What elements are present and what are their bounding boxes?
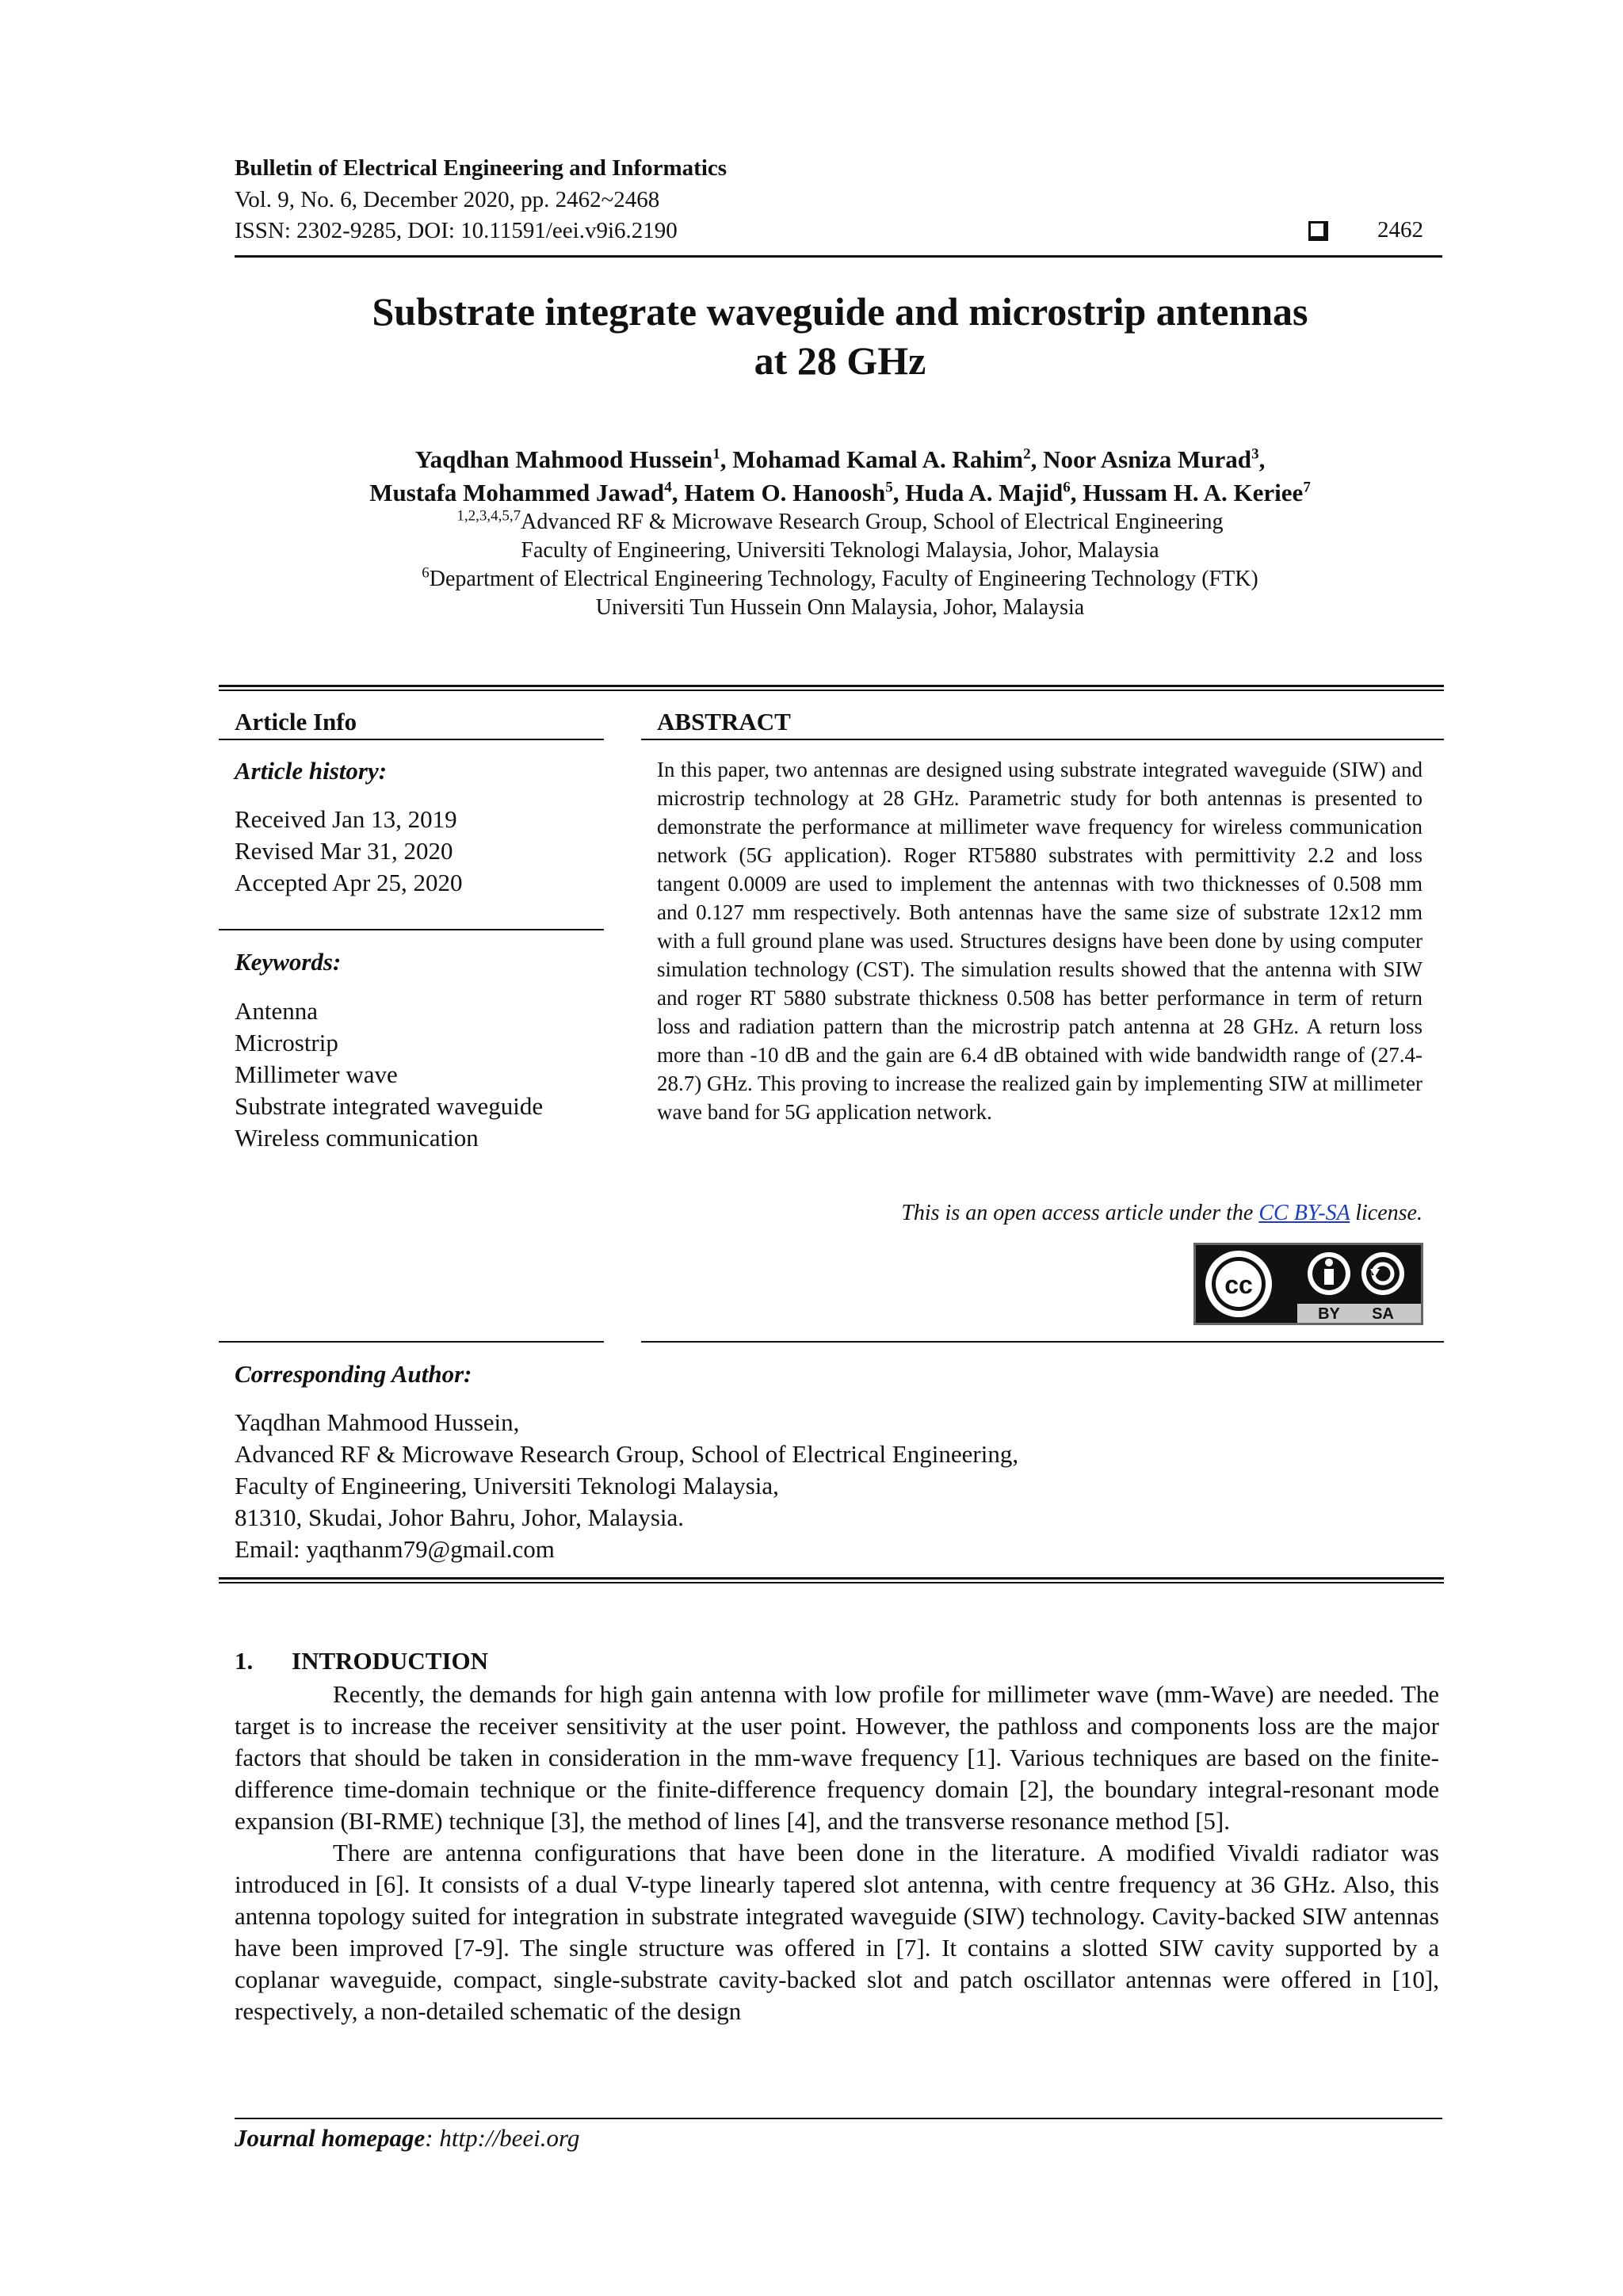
author-name: Noor Asniza Murad [1043, 445, 1252, 473]
affiliation-text: Advanced RF & Microwave Research Group, School of Electrical Engineering [521, 510, 1224, 534]
accepted-date: Accepted Apr 25, 2020 [235, 869, 463, 896]
author-name: Hussam H. A. Keriee [1083, 479, 1304, 506]
info-box-bottom-rule [219, 1577, 1444, 1584]
keyword-item: Antenna [235, 997, 319, 1025]
body-paragraph: Recently, the demands for high gain antenna with low profile for millimeter wave (mm-Wave) are needed. The target is to increase the receiver sensitivity at the user point. However, the pathloss and components loss are the major factors that should be taken in consideration in the mm-wave frequency [1]. Various techniques are based on the finite-difference time-domain technique or the finite-difference frequency domain [2], the boundary integral-resonant mode expansion (BI-RME) technique [3], the method of lines [4], and the transverse resonance method [5]. [235, 1680, 1439, 1835]
license-suffix: license. [1350, 1201, 1423, 1225]
affiliation-sup: 1,2,3,4,5,7 [456, 507, 521, 525]
article-history-heading: Article history: [235, 757, 388, 785]
footer-rule [235, 2118, 1442, 2119]
homepage-label: Journal homepage [235, 2124, 426, 2152]
author-sup: 6 [1063, 479, 1071, 496]
section-heading-introduction [235, 1647, 488, 1675]
corresponding-line: Advanced RF & Microwave Research Group, School of Electrical Engineering, [235, 1440, 1019, 1468]
corresponding-line: Faculty of Engineering, Universiti Teknologi Malaysia, [235, 1472, 779, 1499]
article-info-heading: Article Info [235, 708, 357, 735]
journal-homepage: Journal homepage: http://beei.org [235, 2124, 580, 2152]
abstract-body [657, 755, 1423, 1126]
author-sup: 7 [1303, 479, 1311, 496]
author-name: Mustafa Mohammed Jawad [369, 479, 665, 506]
authors-line-1: Yaqdhan Mahmood Hussein$^1$, Mohamad Kamal A. Rahim$^2$, Noor Asniza Murad$^3$, [414, 445, 1266, 473]
body-paragraph: There are antenna configurations that have been done in the literature. A modified Vivaldi radiator was introduced in [6]. It consists of a dual V-type linearly tapered slot antenna, with centre frequency at 36 GHz. Also, this antenna topology suited for integration in substrate integrated waveguide (SIW) technology. Cavity-backed SIW antennas have been improved [7-9]. The single structure was offered in [7]. It contains a slotted SIW cavity supported by a coplanar waveguide, compact, single-substrate cavity-backed slot and patch oscillator antennas were offered in [10], respectively, a non-detailed schematic of the design [235, 1839, 1439, 2025]
keyword-item: Substrate integrated waveguide [235, 1092, 544, 1120]
introduction-body [235, 1679, 1439, 2027]
keywords-heading: Keywords: [235, 948, 342, 976]
author-sup: 4 [664, 479, 672, 496]
corresponding-author-heading: Corresponding Author: [235, 1360, 472, 1388]
keyword-item: Millimeter wave [235, 1060, 398, 1088]
corresponding-line: Yaqdhan Mahmood Hussein, [235, 1408, 520, 1436]
affiliation-2-line-1 [238, 564, 1442, 592]
abstract-paragraph: In this paper, two antennas are designed using substrate integrated waveguide (SIW) and microstrip technology at 28 GHz. Parametric study for both antennas is presented to demonstrate the performance at millimeter wave frequency for wireless communication network (5G application). Roger RT5880 substrates with permittivity 2.2 and loss tangent 0.0009 are used to implement the antennas with two thicknesses of 0.508 mm and 0.127 mm respectively. Both antennas have the same size of substrate 12x12 mm with a full ground plane was used. Structures designs have been done by using computer simulation technology (CST). The simulation results showed that the antenna with SIW and roger RT 5880 substrate thickness 0.508 has better performance in term of return loss and radiation pattern than the microstrip patch antenna at 28 GHz. A return loss more than -10 dB and the gain are 6.4 dB obtained with wide bandwidth range of (27.4-28.7) GHz. This proving to increase the realized gain by implementing SIW at millimeter wave band for 5G application network. [657, 758, 1423, 1124]
author-sup: 3 [1251, 445, 1259, 463]
author-name: Yaqdhan Mahmood Hussein [414, 445, 713, 473]
license-prefix: This is an open access article under the [901, 1201, 1259, 1225]
paper-title-line-2: at 28 GHz [754, 338, 926, 383]
cc-by-sa-link[interactable]: CC BY-SA [1258, 1201, 1350, 1225]
affiliation-sup: 6 [422, 564, 430, 582]
corresponding-email: Email: yaqthanm79@gmail.com [235, 1535, 555, 1563]
author-name: Huda A. Majid [905, 479, 1064, 506]
section-number: 1. [235, 1647, 254, 1675]
article-info-rule [219, 739, 604, 740]
revised-date: Revised Mar 31, 2020 [235, 837, 453, 865]
keywords-rule [219, 929, 604, 930]
affiliation-text: Department of Electrical Engineering Technology, Faculty of Engineering Technology (FTK) [429, 567, 1258, 591]
journal-name: Bulletin of Electrical Engineering and Informatics [235, 155, 727, 181]
info-box-top-rule [219, 685, 1444, 691]
issn-doi-line: ISSN: 2302-9285, DOI: 10.11591/eei.v9i6.2190 [235, 218, 678, 243]
cc-by-sa-badge[interactable] [1193, 1243, 1423, 1325]
page-number: 2462 [1377, 217, 1423, 243]
sa-label: SA [1372, 1305, 1394, 1323]
abstract-rule [641, 739, 1444, 740]
author-name: Hatem O. Hanoosh [684, 479, 886, 506]
section-title: INTRODUCTION [292, 1647, 489, 1675]
article-info-bottom-rule [219, 1341, 604, 1343]
header-rule [235, 255, 1442, 258]
author-name: Mohamad Kamal A. Rahim [732, 445, 1024, 473]
cc-badge-graphic [1196, 1245, 1421, 1323]
author-sup: 1 [712, 445, 720, 463]
abstract-heading: ABSTRACT [657, 708, 791, 735]
authors-line-2: Mustafa Mohammed Jawad$^4$, Hatem O. Hanoosh$^5$, Huda A. Majid$^6$, Hussam H. A. Keriee$^7$ [369, 479, 1311, 506]
homepage-url[interactable]: http://beei.org [439, 2124, 580, 2152]
author-sup: 5 [885, 479, 893, 496]
cc-badge-label: cc [1224, 1270, 1253, 1299]
by-label: BY [1318, 1305, 1340, 1323]
received-date: Received Jan 13, 2019 [235, 805, 457, 833]
page-box-icon [1308, 221, 1326, 239]
affiliation-1-line-1 [238, 507, 1442, 535]
author-sup: 2 [1023, 445, 1031, 463]
affiliation-2-line-2: Universiti Tun Hussein Onn Malaysia, Johor, Malaysia [595, 595, 1085, 620]
open-access-note [657, 1201, 1423, 1226]
corresponding-line: 81310, Skudai, Johor Bahru, Johor, Malaysia. [235, 1503, 685, 1531]
volume-line: Vol. 9, No. 6, December 2020, pp. 2462~2468 [235, 187, 660, 212]
keyword-item: Microstrip [235, 1029, 338, 1056]
affiliation-1-line-2: Faculty of Engineering, Universiti Teknologi Malaysia, Johor, Malaysia [521, 538, 1159, 563]
abstract-bottom-rule [641, 1341, 1444, 1343]
keyword-item: Wireless communication [235, 1124, 479, 1152]
paper-title-line-1: Substrate integrate waveguide and microstrip antennas [372, 289, 1308, 334]
